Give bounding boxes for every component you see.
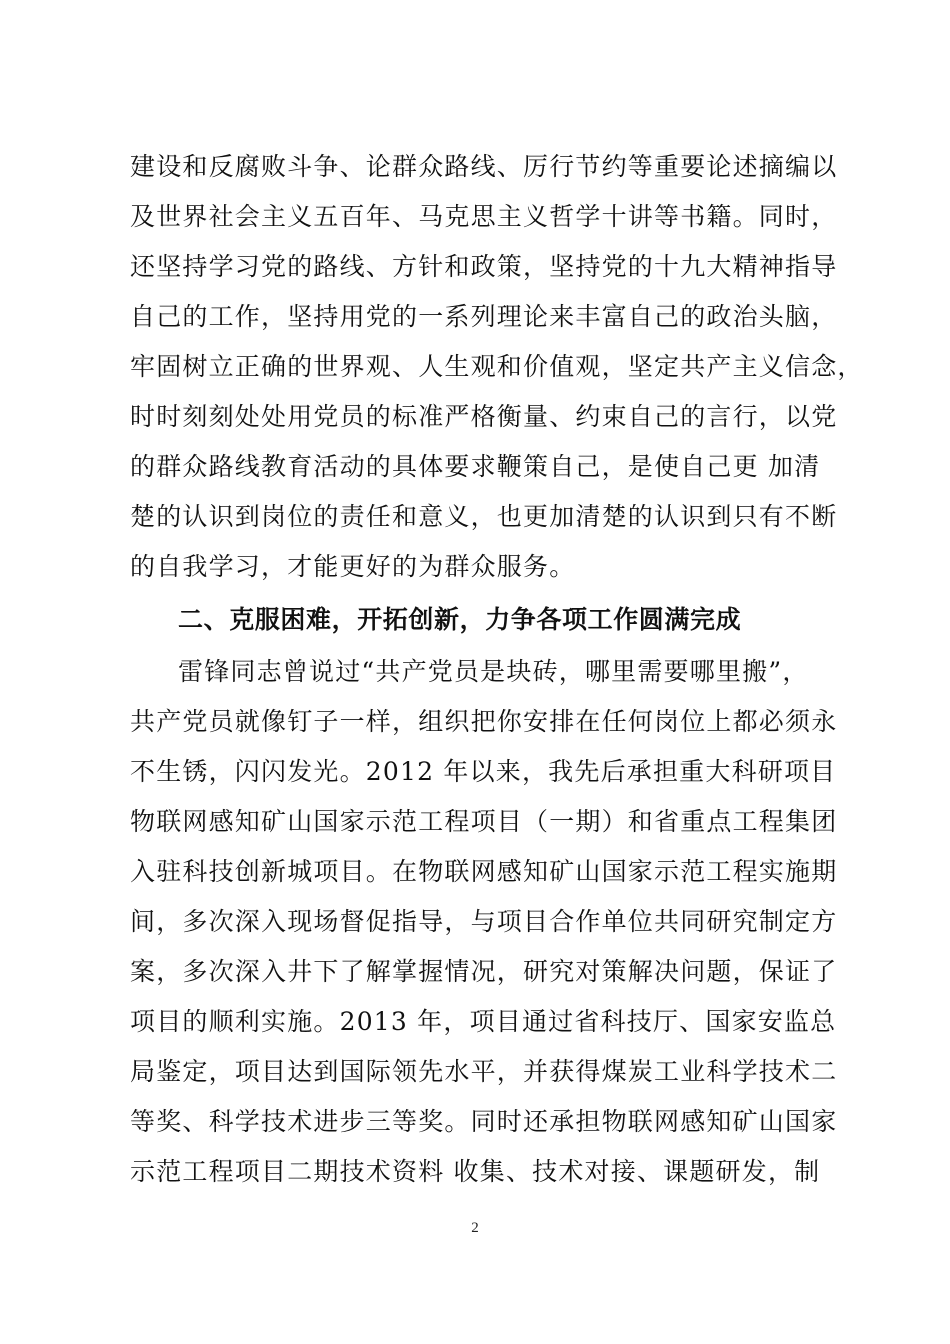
paragraph-line: 的自我学习，才能更好的为群众服务。 <box>130 552 576 581</box>
paragraph-line: 的群众路线教育活动的具体要求鞭策自己，是使自己更 加清 <box>130 452 821 481</box>
paragraph-line: 局鉴定，项目达到国际领先水平，并获得煤炭工业科学技术二 <box>130 1057 838 1086</box>
paragraph-line: 建设和反腐败斗争、论群众路线、厉行节约等重要论述摘编以 <box>130 152 838 181</box>
paragraph-line: 间，多次深入现场督促指导，与项目合作单位共同研究制定方 <box>130 907 838 936</box>
paragraph-line: 项目的顺利实施。2013 年，项目通过省科技厅、国家安监总 <box>130 1007 837 1036</box>
paragraph-line: 牢固树立正确的世界观、人生观和价值观，坚定共产主义信念， <box>130 352 864 381</box>
paragraph-line: 自己的工作，坚持用党的一系列理论来丰富自己的政治头脑， <box>130 302 838 331</box>
section-heading: 二、克服困难，开拓创新，力争各项工作圆满完成 <box>178 605 742 634</box>
paragraph-line: 雷锋同志曾说过“共产党员是块砖，哪里需要哪里搬”， <box>178 657 809 686</box>
paragraph-line: 等奖、科学技术进步三等奖。同时还承担物联网感知矿山国家 <box>130 1107 838 1136</box>
paragraph-line: 共产党员就像钉子一样，组织把你安排在任何岗位上都必须永 <box>130 707 838 736</box>
paragraph-line: 物联网感知矿山国家示范工程项目（一期）和省重点工程集团 <box>130 807 838 836</box>
paragraph-line: 及世界社会主义五百年、马克思主义哲学十讲等书籍。同时， <box>130 202 838 231</box>
paragraph-line: 还坚持学习党的路线、方针和政策，坚持党的十九大精神指导 <box>130 252 838 281</box>
paragraph-line: 楚的认识到岗位的责任和意义，也更加清楚的认识到只有不断 <box>130 502 838 531</box>
paragraph-line: 示范工程项目二期技术资料 收集、技术对接、课题研发，制 <box>130 1157 821 1186</box>
paragraph-line: 不生锈，闪闪发光。2012 年以来，我先后承担重大科研项目 <box>130 757 837 786</box>
paragraph-line: 入驻科技创新城项目。在物联网感知矿山国家示范工程实施期 <box>130 857 838 886</box>
page-number: 2 <box>471 1220 479 1236</box>
paragraph-line: 时时刻刻处处用党员的标准严格衡量、约束自己的言行，以党 <box>130 402 838 431</box>
paragraph-line: 案，多次深入井下了解掌握情况，研究对策解决问题，保证了 <box>130 957 838 986</box>
